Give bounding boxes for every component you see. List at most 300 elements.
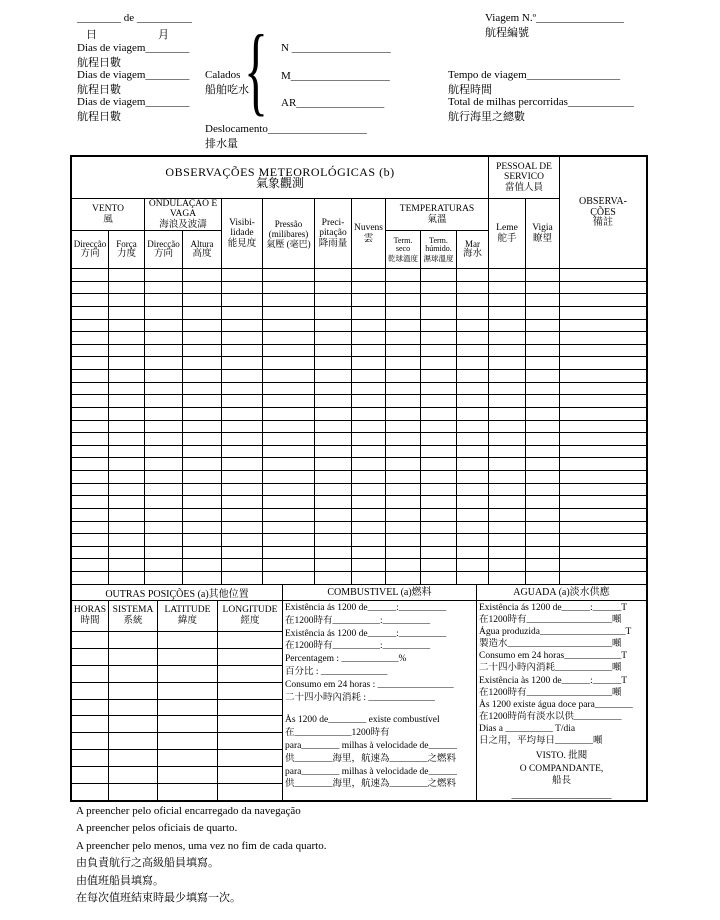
grid-cell bbox=[352, 357, 385, 369]
grid-cell bbox=[386, 320, 420, 332]
longitude-zh: 經度 bbox=[240, 616, 260, 626]
grid-cell bbox=[457, 496, 488, 508]
grid-cell bbox=[218, 683, 282, 699]
grid-cell bbox=[386, 395, 420, 407]
grid-cell bbox=[263, 269, 314, 281]
grid-cell bbox=[145, 534, 182, 546]
grid-cell bbox=[421, 547, 456, 559]
grid-cell bbox=[386, 458, 420, 470]
latitude-zh: 緯度 bbox=[177, 616, 197, 626]
grid-cell bbox=[457, 383, 488, 395]
grid-cell bbox=[315, 320, 351, 332]
grid-cell bbox=[421, 433, 456, 445]
grid-cell bbox=[183, 370, 221, 382]
grid-cell bbox=[109, 534, 144, 546]
grid-cell bbox=[263, 509, 314, 521]
grid-cell bbox=[457, 320, 488, 332]
grid-cell bbox=[386, 307, 420, 319]
form-line: 供________海里，航速為________之燃料 bbox=[285, 779, 457, 790]
grid-cell bbox=[315, 522, 351, 534]
temperaturas-pt: TEMPERATURAS bbox=[399, 204, 475, 214]
grid-cell bbox=[218, 784, 282, 800]
grid-cell bbox=[526, 294, 559, 306]
grid-cell bbox=[158, 767, 217, 783]
grid-cell bbox=[183, 269, 221, 281]
grid-cell bbox=[263, 446, 314, 458]
draft-m-line: M__________________ bbox=[281, 70, 390, 82]
col-longitude bbox=[218, 601, 282, 631]
grid-cell bbox=[386, 345, 420, 357]
grid-cell bbox=[526, 421, 559, 433]
form-line: 二十四小時內消耗____________噸 bbox=[479, 663, 622, 674]
col-nuvens bbox=[352, 199, 385, 268]
grid-cell bbox=[109, 784, 157, 800]
grid-cell bbox=[263, 357, 314, 369]
grid-cell bbox=[263, 282, 314, 294]
grid-cell bbox=[386, 484, 420, 496]
grid-cell bbox=[109, 547, 144, 559]
grid-cell bbox=[560, 547, 646, 559]
grid-cell bbox=[560, 332, 646, 344]
grid-cell bbox=[222, 484, 262, 496]
grid-cell bbox=[421, 357, 456, 369]
grid-cell bbox=[315, 370, 351, 382]
grid-cell bbox=[72, 666, 108, 682]
grid-cell bbox=[560, 484, 646, 496]
grid-cell bbox=[315, 282, 351, 294]
dias-viagem-2: Dias de viagem________ bbox=[77, 69, 190, 81]
grid-cell bbox=[352, 408, 385, 420]
draft-n-line: N __________________ bbox=[281, 42, 391, 54]
milhas-zh: 航行海里之總數 bbox=[448, 111, 525, 123]
grid-cell bbox=[263, 484, 314, 496]
grid-cell bbox=[526, 395, 559, 407]
grid-cell bbox=[489, 446, 525, 458]
grid-cell bbox=[183, 471, 221, 483]
col-pressao bbox=[263, 199, 314, 268]
grid-cell bbox=[489, 471, 525, 483]
grid-cell bbox=[386, 383, 420, 395]
forca-pt: Força bbox=[116, 239, 137, 250]
horas-zh: 時間 bbox=[80, 616, 100, 626]
leme-pt: Leme bbox=[496, 223, 518, 233]
grid-cell bbox=[72, 522, 108, 534]
grid-cell bbox=[72, 534, 108, 546]
grid-cell bbox=[218, 700, 282, 716]
grid-cell bbox=[109, 559, 144, 571]
grid-cell bbox=[263, 408, 314, 420]
grid-cell bbox=[526, 282, 559, 294]
form-line: 由值班船員填寫。 bbox=[76, 874, 164, 887]
grid-cell bbox=[421, 320, 456, 332]
grid-cell bbox=[145, 294, 182, 306]
grid-cell bbox=[183, 307, 221, 319]
visibilidade-pt: Visibi-lidade bbox=[229, 217, 255, 239]
grid-cell bbox=[560, 458, 646, 470]
form-line: 在1200時有__________:__________ bbox=[285, 641, 431, 652]
grid-cell bbox=[386, 433, 420, 445]
grid-cell bbox=[183, 345, 221, 357]
horas-pt: HORAS bbox=[73, 605, 107, 615]
grid-cell bbox=[560, 496, 646, 508]
outras-posicoes-table bbox=[72, 585, 283, 800]
col-vigia bbox=[526, 199, 559, 268]
term-seco-zh: 乾球溫度 bbox=[388, 253, 418, 263]
combustivel-lines bbox=[283, 601, 476, 792]
grid-cell bbox=[145, 332, 182, 344]
grid-cell bbox=[72, 458, 108, 470]
grid-cell bbox=[457, 534, 488, 546]
form-line: 日之用，平均每日________噸 bbox=[479, 736, 603, 747]
grid-cell bbox=[526, 433, 559, 445]
grid-cell bbox=[263, 496, 314, 508]
grid-cell bbox=[386, 269, 420, 281]
grid-cell bbox=[526, 408, 559, 420]
grid-cell bbox=[145, 320, 182, 332]
grid-cell bbox=[352, 282, 385, 294]
grid-cell bbox=[72, 320, 108, 332]
ondulacao-zh: 海浪及波濤 bbox=[159, 219, 207, 230]
form-line: 供________海里，航速為________之燃料 bbox=[285, 753, 457, 764]
grid-cell bbox=[560, 357, 646, 369]
forca-zh: 力度 bbox=[116, 249, 136, 260]
form-line: 在1200時有__________:__________ bbox=[285, 615, 431, 626]
grid-cell bbox=[222, 269, 262, 281]
grid-cell bbox=[109, 370, 144, 382]
grid-cell bbox=[222, 522, 262, 534]
grid-cell bbox=[158, 733, 217, 749]
grid-cell bbox=[218, 767, 282, 783]
grid-cell bbox=[222, 471, 262, 483]
grid-cell bbox=[352, 458, 385, 470]
grid-cell bbox=[489, 307, 525, 319]
grid-cell bbox=[352, 320, 385, 332]
grid-cell bbox=[183, 383, 221, 395]
grid-cell bbox=[489, 332, 525, 344]
latitude-pt: LATITUDE bbox=[164, 605, 211, 615]
grid-cell bbox=[457, 307, 488, 319]
grid-cell bbox=[560, 383, 646, 395]
grid-cell bbox=[421, 496, 456, 508]
grid-cell bbox=[315, 395, 351, 407]
grid-cell bbox=[158, 632, 217, 648]
form-line: Percentagem : ____________% bbox=[285, 654, 407, 665]
pessoal-pt: PESSOAL DE SERVICO bbox=[496, 161, 552, 183]
mar-pt: Mar bbox=[465, 239, 480, 250]
dir-vento-zh: 方向 bbox=[80, 249, 100, 260]
grid-cell bbox=[109, 433, 144, 445]
grid-cell bbox=[560, 559, 646, 571]
grid-cell bbox=[560, 408, 646, 420]
grid-cell bbox=[263, 534, 314, 546]
grid-cell bbox=[421, 446, 456, 458]
grid-cell bbox=[489, 547, 525, 559]
form-line: Consumo em 24 horas____________T bbox=[479, 651, 628, 662]
grid-cell bbox=[352, 421, 385, 433]
grid-cell bbox=[526, 446, 559, 458]
grid-cell bbox=[457, 572, 488, 584]
vigia-pt: Vigia bbox=[532, 223, 553, 233]
grid-cell bbox=[457, 370, 488, 382]
grid-cell bbox=[560, 395, 646, 407]
grid-cell bbox=[145, 345, 182, 357]
grid-cell bbox=[183, 458, 221, 470]
grid-cell bbox=[352, 559, 385, 571]
grid-cell bbox=[352, 269, 385, 281]
grid-cell bbox=[526, 370, 559, 382]
grid-cell bbox=[72, 649, 108, 665]
visto-block bbox=[477, 750, 646, 788]
form-line: 二十四小時內消耗 : ______________ bbox=[285, 692, 435, 703]
grid-cell bbox=[222, 509, 262, 521]
grid-cell bbox=[457, 408, 488, 420]
aguada-panel bbox=[477, 585, 646, 800]
grid-cell bbox=[263, 345, 314, 357]
grid-cell bbox=[145, 408, 182, 420]
grid-cell bbox=[421, 383, 456, 395]
col-term-humido bbox=[421, 231, 456, 268]
grid-cell bbox=[72, 345, 108, 357]
grid-cell bbox=[263, 332, 314, 344]
combustivel-title: COMBUSTIVEL (a)燃料 bbox=[283, 585, 476, 601]
grid-cell bbox=[145, 282, 182, 294]
grid-cell bbox=[489, 395, 525, 407]
grid-cell bbox=[386, 547, 420, 559]
grid-cell bbox=[222, 496, 262, 508]
grid-cell bbox=[72, 683, 108, 699]
grid-cell bbox=[560, 433, 646, 445]
grid-cell bbox=[526, 357, 559, 369]
grid-cell bbox=[109, 683, 157, 699]
grid-cell bbox=[526, 320, 559, 332]
calados-label: Calados bbox=[205, 69, 241, 81]
grid-cell bbox=[72, 484, 108, 496]
grid-cell bbox=[421, 307, 456, 319]
grid-cell bbox=[315, 269, 351, 281]
grid-cell bbox=[352, 496, 385, 508]
grid-cell bbox=[72, 496, 108, 508]
grid-cell bbox=[145, 446, 182, 458]
grid-cell bbox=[263, 294, 314, 306]
grid-cell bbox=[489, 282, 525, 294]
grid-cell bbox=[352, 307, 385, 319]
observacoes-pt: OBSERVA-ÇÕES bbox=[579, 196, 627, 219]
grid-cell bbox=[72, 559, 108, 571]
grid-cell bbox=[560, 294, 646, 306]
grid-cell bbox=[421, 509, 456, 521]
grid-cell bbox=[158, 716, 217, 732]
grid-cell bbox=[560, 320, 646, 332]
grid-cell bbox=[263, 458, 314, 470]
grid-cell bbox=[145, 269, 182, 281]
grid-cell bbox=[560, 269, 646, 281]
longitude-pt: LONGITUDE bbox=[222, 605, 278, 615]
grid-cell bbox=[526, 572, 559, 584]
grid-cell bbox=[183, 433, 221, 445]
grid-cell bbox=[109, 294, 144, 306]
grid-cell bbox=[315, 572, 351, 584]
grid-cell bbox=[315, 446, 351, 458]
grid-cell bbox=[183, 484, 221, 496]
grid-cell bbox=[263, 471, 314, 483]
grid-cell bbox=[386, 559, 420, 571]
grid-cell bbox=[158, 683, 217, 699]
grid-cell bbox=[526, 471, 559, 483]
grid-cell bbox=[109, 383, 144, 395]
grid-cell bbox=[421, 484, 456, 496]
grid-cell bbox=[218, 632, 282, 648]
grid-cell bbox=[145, 395, 182, 407]
grid-cell bbox=[386, 332, 420, 344]
grid-cell bbox=[421, 370, 456, 382]
col-direccao-vento bbox=[72, 231, 108, 268]
grid-cell bbox=[386, 446, 420, 458]
grid-cell bbox=[145, 307, 182, 319]
grid-cell bbox=[315, 559, 351, 571]
grid-cell bbox=[489, 433, 525, 445]
met-title-zh: 氣象觀測 bbox=[255, 175, 304, 190]
precipitacao-zh: 降雨量 bbox=[318, 238, 348, 249]
visto-label: VISTO. 批閱 bbox=[535, 751, 588, 762]
grid-cell bbox=[489, 509, 525, 521]
grid-cell bbox=[526, 547, 559, 559]
form-line: Dias a __________ T/dia bbox=[479, 723, 576, 734]
deslocamento-zh: 排水量 bbox=[205, 138, 238, 150]
grid-cell bbox=[145, 370, 182, 382]
grid-cell bbox=[352, 383, 385, 395]
form-line: para________ milhas à velocidade de______ bbox=[285, 740, 458, 751]
draft-ar-line: AR________________ bbox=[281, 97, 385, 109]
grid-cell bbox=[386, 509, 420, 521]
col-leme bbox=[489, 199, 525, 268]
grid-cell bbox=[457, 294, 488, 306]
grid-cell bbox=[109, 269, 144, 281]
col-mar bbox=[457, 231, 488, 268]
grid-cell bbox=[352, 534, 385, 546]
grid-cell bbox=[145, 547, 182, 559]
dir-vaga-pt: Direcção bbox=[147, 239, 180, 250]
grid-cell bbox=[145, 496, 182, 508]
grid-cell bbox=[222, 534, 262, 546]
grid-cell bbox=[526, 522, 559, 534]
grid-cell bbox=[218, 750, 282, 766]
grid-cell bbox=[421, 534, 456, 546]
grid-cell bbox=[109, 750, 157, 766]
form-line: 由負責航行之高級船員填寫。 bbox=[76, 857, 219, 870]
grid-cell bbox=[109, 572, 144, 584]
grid-cell bbox=[526, 307, 559, 319]
grid-cell bbox=[145, 458, 182, 470]
grid-cell bbox=[109, 345, 144, 357]
vento-zh: 風 bbox=[103, 214, 113, 225]
form-line: 百分比 : ______________ bbox=[285, 666, 388, 677]
grid-cell bbox=[263, 522, 314, 534]
grid-cell bbox=[526, 345, 559, 357]
grid-cell bbox=[109, 395, 144, 407]
comandante-label: O COMPANDANTE, bbox=[519, 763, 604, 774]
grid-cell bbox=[183, 294, 221, 306]
grid-cell bbox=[489, 357, 525, 369]
grid-cell bbox=[222, 294, 262, 306]
grid-cell bbox=[352, 446, 385, 458]
grid-cell bbox=[526, 509, 559, 521]
grid-cell bbox=[526, 269, 559, 281]
grid-cell bbox=[560, 471, 646, 483]
grid-cell bbox=[386, 534, 420, 546]
grid-cell bbox=[315, 471, 351, 483]
grid-cell bbox=[421, 294, 456, 306]
col-group-vento bbox=[72, 199, 144, 230]
grid-cell bbox=[352, 370, 385, 382]
col-observacoes bbox=[560, 157, 646, 268]
temperaturas-zh: 氣溫 bbox=[427, 214, 447, 225]
form-line: Existência às 1200 de______:______T bbox=[479, 675, 628, 686]
grid-cell bbox=[315, 484, 351, 496]
grid-cell bbox=[222, 408, 262, 420]
grid-cell bbox=[263, 383, 314, 395]
dir-vento-pt: Direcção bbox=[73, 239, 107, 250]
form-line: Às 1200 existe água doce para________ bbox=[479, 699, 633, 710]
aguada-title: AGUADA (a)淡水供應 bbox=[477, 585, 646, 601]
grid-cell bbox=[72, 294, 108, 306]
grid-cell bbox=[109, 446, 144, 458]
grid-cell bbox=[352, 572, 385, 584]
grid-cell bbox=[109, 421, 144, 433]
grid-cell bbox=[72, 767, 108, 783]
grid-cell bbox=[145, 484, 182, 496]
grid-cell bbox=[183, 320, 221, 332]
grid-cell bbox=[526, 383, 559, 395]
met-title-pt: OBSERVAÇÕES METEOROLÓGICAS (b) bbox=[165, 165, 395, 179]
grid-cell bbox=[526, 496, 559, 508]
grid-cell bbox=[352, 395, 385, 407]
grid-cell bbox=[421, 471, 456, 483]
grid-cell bbox=[109, 666, 157, 682]
grid-cell bbox=[222, 458, 262, 470]
sistema-zh: 系統 bbox=[123, 616, 143, 626]
grid-cell bbox=[109, 632, 157, 648]
grid-cell bbox=[315, 357, 351, 369]
grid-cell bbox=[109, 320, 144, 332]
grid-cell bbox=[560, 509, 646, 521]
grid-cell bbox=[526, 332, 559, 344]
grid-cell bbox=[183, 282, 221, 294]
col-group-temperaturas bbox=[386, 199, 488, 230]
grid-cell bbox=[263, 547, 314, 559]
grid-cell bbox=[222, 282, 262, 294]
grid-cell bbox=[457, 458, 488, 470]
grid-cell bbox=[222, 572, 262, 584]
col-altura bbox=[183, 231, 221, 268]
grid-cell bbox=[183, 446, 221, 458]
grid-cell bbox=[109, 332, 144, 344]
grid-cell bbox=[158, 700, 217, 716]
grid-cell bbox=[457, 269, 488, 281]
dias-viagem-1-zh: 航程日數 bbox=[77, 57, 121, 69]
sistema-pt: SISTEMA bbox=[112, 605, 154, 615]
form-line: A preencher pelo menos, uma vez no fim de cada quarto. bbox=[76, 839, 327, 852]
grid-cell bbox=[489, 320, 525, 332]
bottom-band bbox=[72, 584, 646, 800]
grid-cell bbox=[72, 421, 108, 433]
grid-cell bbox=[222, 559, 262, 571]
grid-cell bbox=[560, 370, 646, 382]
form-line: A preencher pelos oficiais de quarto. bbox=[76, 822, 238, 835]
deslocamento-line: Deslocamento__________________ bbox=[205, 123, 367, 135]
grid-cell bbox=[263, 433, 314, 445]
grid-cell bbox=[457, 433, 488, 445]
grid-cell bbox=[158, 784, 217, 800]
